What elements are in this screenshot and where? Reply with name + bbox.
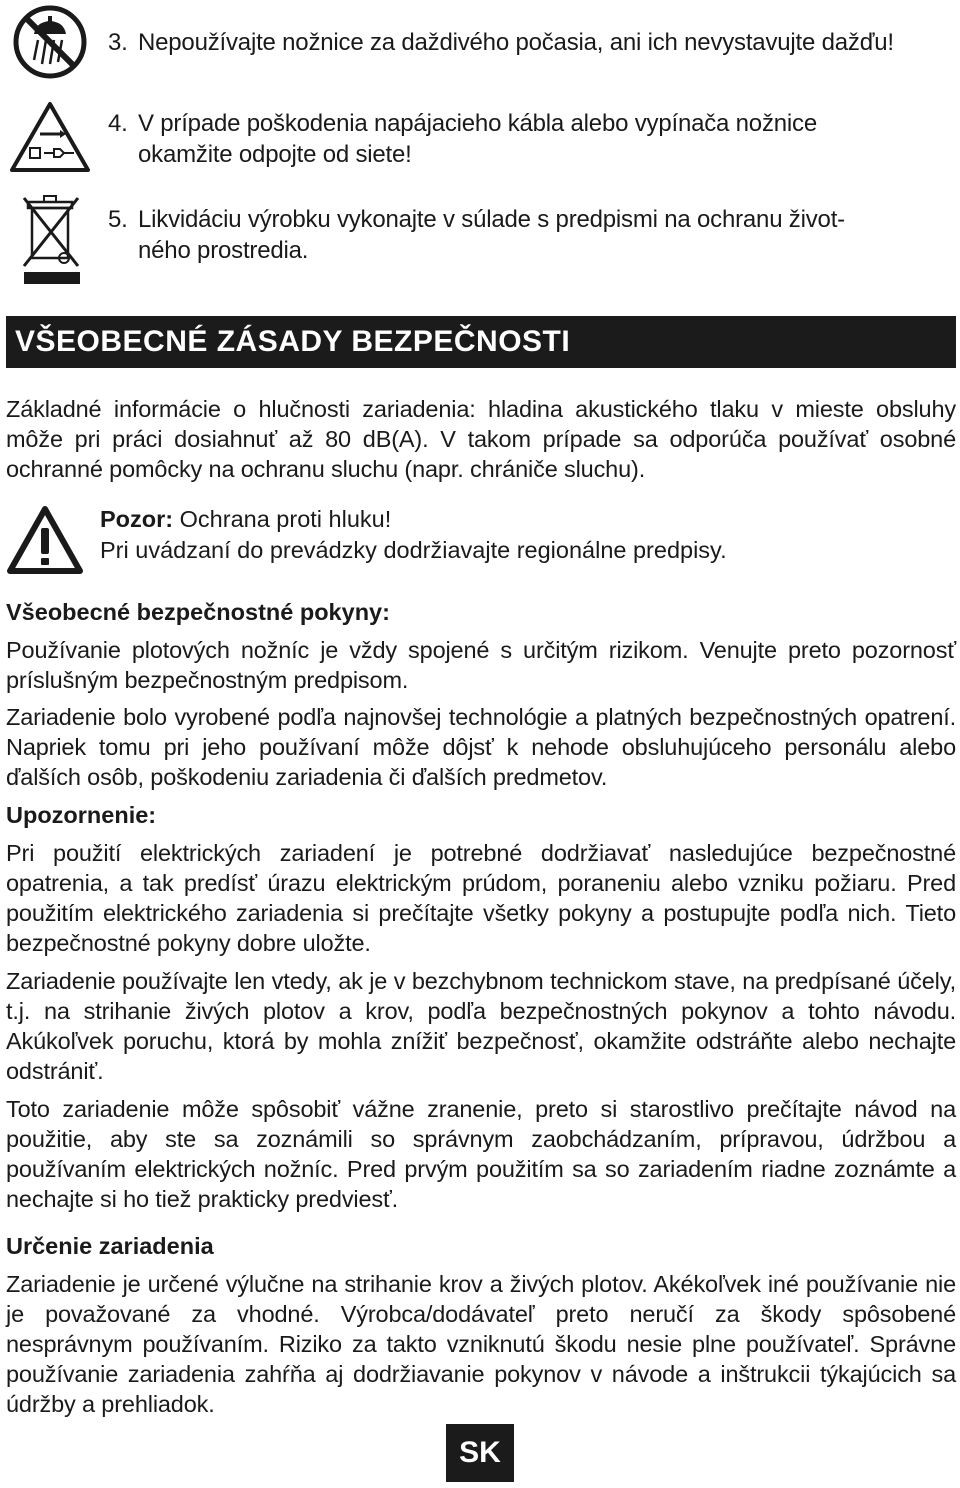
noise-paragraph: Základné informácie o hlučnosti zariadenia: hladina akustického tlaku v mieste obsluhy môže pri práci dosiahnuť až 80 dB(A). V takom prípade sa odporúča používať osobné ochranné pomôcky na ochranu sluchu (napr. chrániče sluchu). bbox=[6, 396, 956, 482]
no-rain-icon bbox=[12, 4, 88, 80]
warning-label: Pozor: bbox=[100, 506, 174, 532]
caution-paragraph-3: Toto zariadenie môže spôsobiť vážne zranenie, preto si starostlivo prečítajte návod na použitie, aby ste sa zoznámili so správnym zaobchádzaním, prípravou, údržbou a používaním elektrických nožníc. Pred prvým použitím sa so zariadením riadne zoznámte a nechajte si ho tiež prakticky predviesť. bbox=[6, 1096, 956, 1212]
warning-text: Ochrana proti hluku! bbox=[179, 506, 392, 532]
purpose-heading: Určenie zariadenia bbox=[6, 1233, 214, 1259]
general-heading: Všeobecné bezpečnostné pokyny: bbox=[6, 599, 390, 625]
notice-text: Likvidáciu výrobku vykonajte v súlade s predpismi na ochranu život- bbox=[138, 206, 845, 233]
notice-text: Nepoužívajte nožnice za daždivého počasia, ani ich nevystavujte dažďu! bbox=[138, 29, 894, 56]
warning-triangle-icon bbox=[6, 504, 84, 576]
caution-paragraph-2: Zariadenie používajte len vtedy, ak je v bezchybnom technickom stave, na predpísané účely, t.j. na strihanie živých plotov a krov, podľa bezpečnostných pokynov a tohto návodu. Akúkoľvek poruchu, ktorá by mohla znížiť bezpečnosť, okamžite odstráňte alebo nechajte odstrániť. bbox=[6, 968, 956, 1084]
purpose-paragraph: Zariadenie je určené výlučne na strihanie krov a živých plotov. Akékoľvek iné používanie nie je považované za vhodné. Výrobca/dodávateľ preto neručí za škody spôsobené nesprávnym používaním. Riziko za takto vzniknutú škodu nesie plne používateľ. Správne používanie zariadenia zahŕňa aj dodržiavanie pokynov v návode a inštrukcii týkajúcich sa údržby a prehliadok. bbox=[6, 1271, 956, 1417]
notice-number: 4. bbox=[108, 110, 128, 137]
notice-text: ného prostredia. bbox=[138, 237, 309, 264]
language-badge: SK bbox=[446, 1424, 514, 1482]
notice-text: V prípade poškodenia napájacieho kábla alebo vypínača nožnice bbox=[138, 110, 817, 137]
notice-3 bbox=[108, 27, 948, 58]
notice-text: okamžite odpojte od siete! bbox=[138, 141, 412, 168]
general-paragraph-2: Zariadenie bolo vyrobené podľa najnovšej technológie a platných bezpečnostných opatrení. Napriek tomu pri jeho používaní môže dôjsť k nehode obsluhujúceho personálu alebo ďalších osôb, poškodeniu zariadenia či ďalších predmetov. bbox=[6, 704, 956, 790]
general-paragraph-1: Používanie plotových nožníc je vždy spojené s určitým rizikom. Venujte preto pozornosť príslušným bezpečnostným predpisom. bbox=[6, 637, 956, 693]
unplug-warning-icon bbox=[8, 100, 92, 174]
caution-paragraph-1: Pri použití elektrických zariadení je potrebné dodržiavať nasledujúce bezpečnostné opatrenia, a tak predísť úrazu elektrickým prúdom, poraneniu alebo vzniku požiaru. Pred použitím elektrického zariadenia si prečítajte všetky pokyny a postupujte podľa nich. Tieto bezpečnostné pokyny dobre uložte. bbox=[6, 840, 956, 956]
caution-heading: Upozornenie: bbox=[6, 802, 157, 828]
warning-instruction: Pri uvádzaní do prevádzky dodržiavajte regionálne predpisy. bbox=[100, 537, 727, 563]
notice-4 bbox=[108, 108, 948, 170]
notice-5 bbox=[108, 204, 948, 266]
notice-number: 5. bbox=[108, 206, 128, 233]
weee-bin-icon bbox=[20, 192, 84, 288]
noise-warning bbox=[100, 504, 950, 566]
notice-number: 3. bbox=[108, 29, 128, 56]
section-banner: VŠEOBECNÉ ZÁSADY BEZPEČNOSTI bbox=[6, 316, 956, 368]
